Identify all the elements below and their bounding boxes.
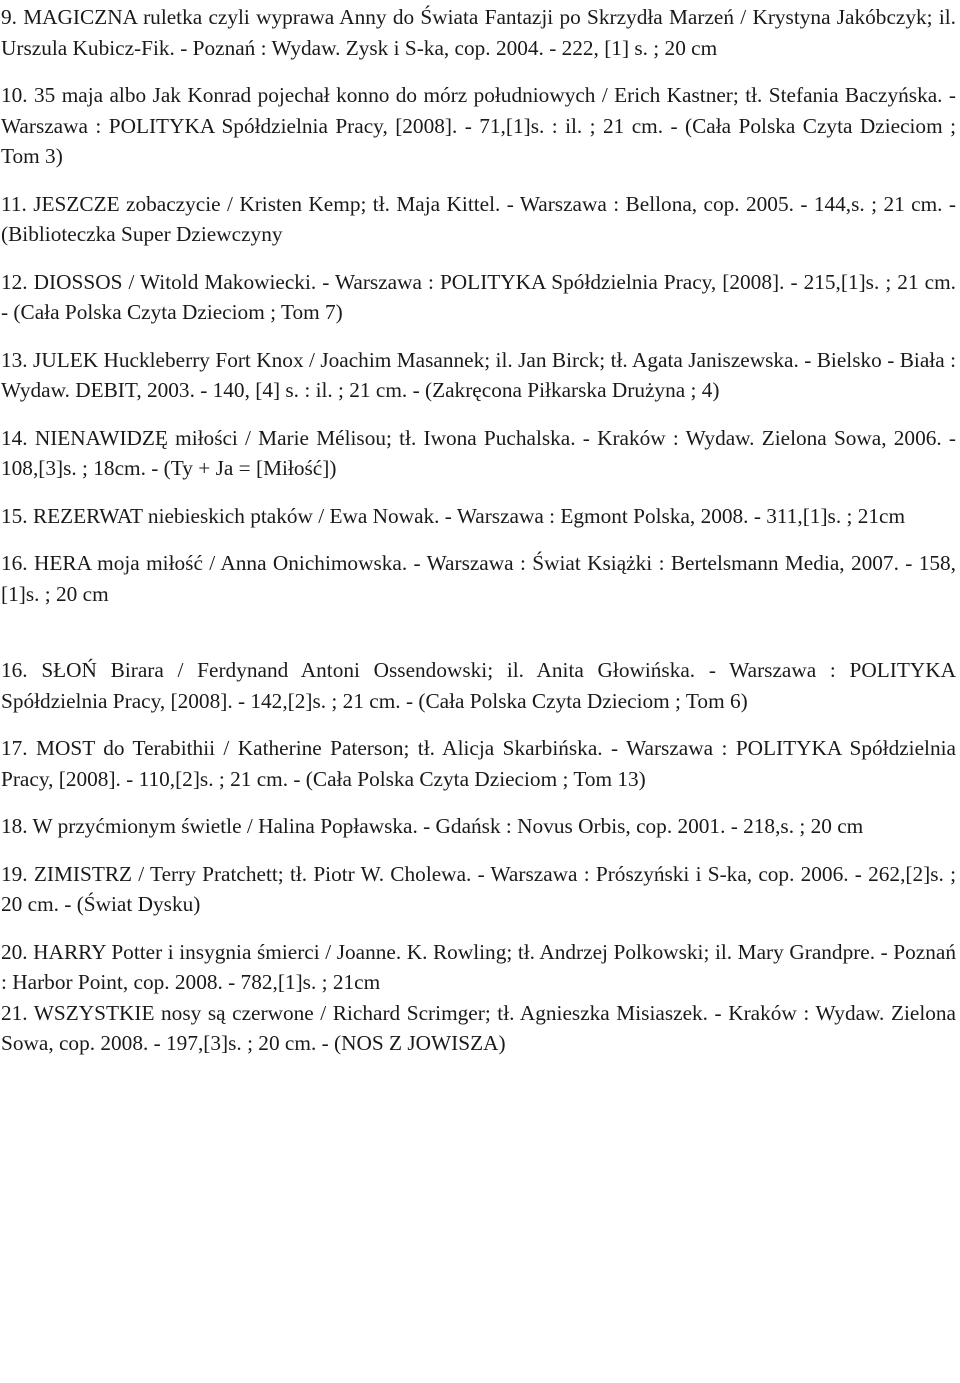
bibliography-entry-14: 14. NIENAWIDZĘ miłości / Marie Mélisou; tł. Iwona Puchalska. - Kraków : Wydaw. Zielona Sowa, 2006. - 108,[3]s. ; 18cm. - (Ty + Ja = [Miłość]): [1, 425, 956, 480]
bibliography-entry-10: 10. 35 maja albo Jak Konrad pojechał konno do mórz południowych / Erich Kastner; tł. Stefania Baczyńska. - Warszawa : POLITYKA Spółdzielnia Pracy, [2008]. - 71,[1]s. : il. ; 21 cm. - (Cała Polska Czyta Dzieciom ; Tom 3): [1, 83, 956, 168]
bibliography-entry-12: 12. DIOSSOS / Witold Makowiecki. - Warszawa : POLITYKA Spółdzielnia Pracy, [2008]. - 215,[1]s. ; 21 cm. - (Cała Polska Czyta Dzieciom ; Tom 7): [1, 269, 956, 324]
bibliography-entry-9: 9. MAGICZNA ruletka czyli wyprawa Anny do Świata Fantazji po Skrzydła Marzeń / Krystyna Jakóbczyk; il. Urszula Kubicz-Fik. - Poznań : Wydaw. Zysk i S-ka, cop. 2004. - 222, [1] s. ; 20 cm: [1, 5, 956, 60]
bibliography-entry-18: 18. W przyćmionym świetle / Halina Popławska. - Gdańsk : Novus Orbis, cop. 2001. - 218,s. ; 20 cm: [1, 814, 864, 838]
bibliography-entry-19: 19. ZIMISTRZ / Terry Pratchett; tł. Piotr W. Cholewa. - Warszawa : Prószyński i S-ka, cop. 2006. - 262,[2]s. ; 20 cm. - (Świat Dysku): [1, 861, 956, 916]
bibliography-entry-17: 17. MOST do Terabithii / Katherine Paterson; tł. Alicja Skarbińska. - Warszawa : POLITYKA Spółdzielnia Pracy, [2008]. - 110,[2]s. ; 21 cm. - (Cała Polska Czyta Dzieciom ; Tom 13): [1, 736, 956, 791]
bibliography-entry-15: 15. REZERWAT niebieskich ptaków / Ewa Nowak. - Warszawa : Egmont Polska, 2008. - 311,[1]s. ; 21cm: [1, 503, 906, 528]
bibliography-entry-11: 11. JESZCZE zobaczycie / Kristen Kemp; tł. Maja Kittel. - Warszawa : Bellona, cop. 2005. - 144,s. ; 21 cm. - (Biblioteczka Super Dziewczyny: [1, 191, 956, 246]
bibliography-entry-16-hera: 16. HERA moja miłość / Anna Onichimowska. - Warszawa : Świat Książki : Bertelsmann Media, 2007. - 158,[1]s. ; 20 cm: [1, 551, 956, 606]
bibliography-entry-13: 13. JULEK Huckleberry Fort Knox / Joachim Masannek; il. Jan Birck; tł. Agata Janiszewska. - Bielsko - Biała : Wydaw. DEBIT, 2003. - 140, [4] s. : il. ; 21 cm. - (Zakręcona Piłkarska Drużyna ; 4): [1, 347, 956, 402]
bibliography-entry-20: 20. HARRY Potter i insygnia śmierci / Joanne. K. Rowling; tł. Andrzej Polkowski; il. Mary Grandpre. - Poznań : Harbor Point, cop. 2008. - 782,[1]s. ; 21cm: [1, 939, 956, 994]
bibliography-entry-16-slon: 16. SŁOŃ Birara / Ferdynand Antoni Ossendowski; il. Anita Głowińska. - Warszawa : POLITYKA Spółdzielnia Pracy, [2008]. - 142,[2]s. ; 21 cm. - (Cała Polska Czyta Dzieciom ; Tom 6): [1, 658, 956, 713]
bibliography-entry-21: 21. WSZYSTKIE nosy są czerwone / Richard Scrimger; tł. Agnieszka Misiaszek. - Kraków : Wydaw. Zielona Sowa, cop. 2008. - 197,[3]s. ; 20 cm. - (NOS Z JOWISZA): [1, 1000, 956, 1055]
